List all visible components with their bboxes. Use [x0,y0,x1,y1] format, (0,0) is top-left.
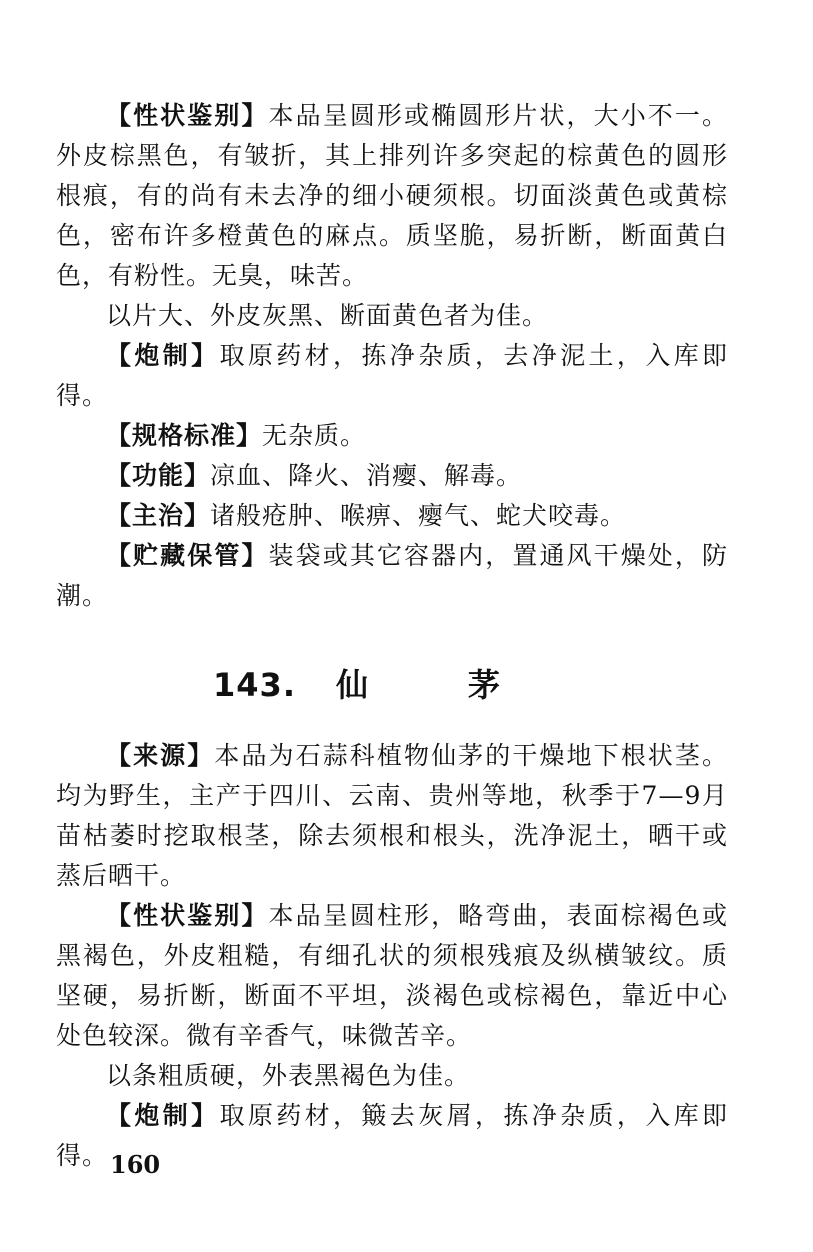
paragraph-text: 本品呈圆形或椭圆形片状，大小不一。外皮棕黑色，有皱折，其上排列许多突起的棕黄色的圆形根痕，有的尚有未去净的细小硬须根。切面淡黄色或黄棕色，密布许多橙黄色的麻点。质坚脆，易折断，断面黄白色，有粉性。无臭，味苦。 [56,101,728,290]
section-heading: 【炮制】 [106,341,220,370]
entry-number: 143. [213,666,296,704]
paragraph-guige [56,416,728,456]
entry-name: 仙茅 [335,666,600,704]
quality-note-1: 以片大、外皮灰黑、断面黄色者为佳。 [106,301,549,330]
paragraph-gongneng [56,456,728,496]
paragraph-text: 无杂质。 [262,421,367,450]
paragraph-zhuzhi [56,496,728,536]
paragraph-text: 诸般疮肿、喉痹、瘿气、蛇犬咬毒。 [210,501,627,530]
section-heading: 【性状鉴别】 [106,901,269,930]
paragraph-paozhi-1 [56,336,728,416]
paragraph-xingzhuang-1 [56,96,728,296]
section-heading: 【主治】 [106,501,211,530]
section-heading: 【性状鉴别】 [106,101,269,130]
paragraph-text: 本品呈圆柱形，略弯曲，表面棕褐色或黑褐色，外皮粗糙，有细孔状的须根残痕及纵横皱纹。质坚硬，易折断，断面不平坦，淡褐色或棕褐色，靠近中心处色较深。微有辛香气，味微苦辛。 [56,901,728,1050]
quality-note-2: 以条粗质硬，外表黑褐色为佳。 [106,1061,471,1090]
section-heading: 【功能】 [106,461,211,490]
paragraph-text: 本品为石蒜科植物仙茅的干燥地下根状茎。均为野生，主产于四川、云南、贵州等地，秋季于7—9月苗枯萎时挖取根茎，除去须根和根头，洗净泥土，晒干或蒸后晒干。 [56,741,728,890]
paragraph-text: 取原药材，簸去灰屑，拣净杂质，入库即得。 [56,1101,728,1170]
paragraph-text: 装袋或其它容器内，置通风干燥处，防潮。 [56,541,728,610]
paragraph-text: 取原药材，拣净杂质，去净泥土，入库即得。 [56,341,728,410]
paragraph-xingzhuang-2 [56,896,728,1056]
section-heading: 【贮藏保管】 [106,541,269,570]
section-heading: 【来源】 [106,741,215,770]
page-number: 160 [110,1150,161,1179]
paragraph-text: 凉血、降火、消瘿、解毒。 [210,461,523,490]
paragraph-laiyuan [56,736,728,896]
section-heading: 【规格标准】 [106,421,263,450]
paragraph-zhucang [56,536,728,616]
section-heading: 【炮制】 [106,1101,220,1130]
entry-title [0,660,813,706]
